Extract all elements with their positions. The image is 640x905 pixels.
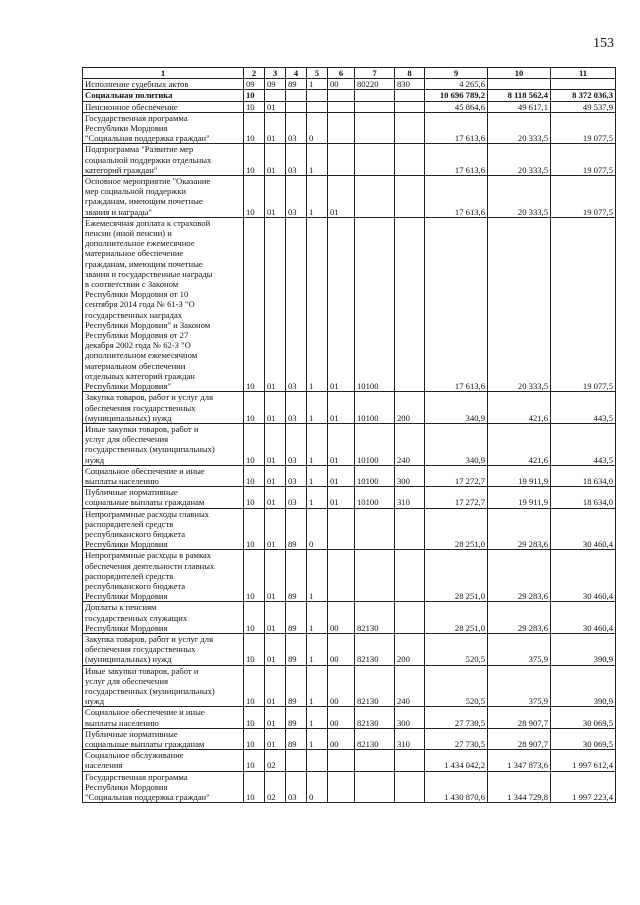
table-row — [83, 602, 616, 634]
row-name: Исполнение судебных актов — [83, 79, 244, 90]
code-expense-type: 830 — [395, 79, 425, 90]
table-row — [83, 771, 616, 803]
code-section: 10 — [244, 392, 265, 424]
code-direction: 10100 — [355, 217, 395, 391]
code-direction: 82130 — [355, 665, 395, 707]
code-program: 03 — [286, 771, 307, 803]
table-row — [83, 423, 616, 465]
code-expense-type: 300 — [395, 707, 425, 728]
row-name: Закупка товаров, работ и услуг для обеспечения государственных (муниципальных) нужд — [83, 392, 244, 424]
amount-col9: 17 272,7 — [425, 465, 488, 486]
amount-col11: 8 372 036,3 — [551, 90, 616, 101]
code-program: 89 — [286, 550, 307, 602]
code-program: 03 — [286, 465, 307, 486]
code-subprogram: 1 — [307, 144, 328, 176]
row-name: Социальное обеспечение и иные выплаты населению — [83, 707, 244, 728]
row-name: Социальная политика — [83, 90, 244, 101]
code-subprogram: 1 — [307, 392, 328, 424]
row-name: Государственная программа Республики Мордовия "Социальная поддержка граждан" — [83, 771, 244, 803]
code-program: 89 — [286, 707, 307, 728]
code-activity — [328, 144, 355, 176]
row-name: Пенсионное обеспечение — [83, 101, 244, 112]
code-direction — [355, 508, 395, 550]
amount-col11: 18 634,0 — [551, 487, 616, 508]
code-program: 89 — [286, 728, 307, 749]
amount-col11: 19 077,5 — [551, 217, 616, 391]
code-subsection: 02 — [265, 750, 286, 771]
table-row — [83, 487, 616, 508]
code-subsection: 01 — [265, 101, 286, 112]
amount-col10: 375,9 — [488, 633, 551, 665]
code-direction: 10100 — [355, 487, 395, 508]
amount-col11: 19 077,5 — [551, 112, 616, 144]
amount-col9: 340,9 — [425, 423, 488, 465]
amount-col10: 20 333,5 — [488, 144, 551, 176]
code-subsection — [265, 90, 286, 101]
row-name: Социальное обслуживание населения — [83, 750, 244, 771]
code-activity: 00 — [328, 633, 355, 665]
code-activity — [328, 550, 355, 602]
amount-col11 — [551, 79, 616, 90]
code-expense-type — [395, 101, 425, 112]
code-direction: 10100 — [355, 392, 395, 424]
table-row — [83, 550, 616, 602]
header-cell: 5 — [307, 68, 328, 79]
code-subprogram: 1 — [307, 487, 328, 508]
code-program — [286, 101, 307, 112]
amount-col11: 19 077,5 — [551, 144, 616, 176]
amount-col11: 30 069,5 — [551, 728, 616, 749]
amount-col9: 28 251,0 — [425, 602, 488, 634]
code-expense-type: 240 — [395, 665, 425, 707]
amount-col10: 28 907,7 — [488, 707, 551, 728]
code-expense-type: 200 — [395, 392, 425, 424]
code-program: 03 — [286, 176, 307, 218]
header-cell: 1 — [83, 68, 244, 79]
code-program: 03 — [286, 144, 307, 176]
code-direction: 80220 — [355, 79, 395, 90]
code-expense-type: 300 — [395, 465, 425, 486]
code-subsection: 01 — [265, 728, 286, 749]
amount-col11: 1 997 223,4 — [551, 771, 616, 803]
code-subsection: 01 — [265, 465, 286, 486]
amount-col11: 390,9 — [551, 665, 616, 707]
header-cell: 9 — [425, 68, 488, 79]
code-activity: 00 — [328, 728, 355, 749]
code-expense-type: 200 — [395, 633, 425, 665]
amount-col9: 1 434 042,2 — [425, 750, 488, 771]
code-program: 89 — [286, 633, 307, 665]
code-subprogram: 1 — [307, 176, 328, 218]
code-activity — [328, 101, 355, 112]
code-section: 10 — [244, 633, 265, 665]
code-section: 10 — [244, 465, 265, 486]
code-subprogram: 1 — [307, 79, 328, 90]
code-expense-type — [395, 550, 425, 602]
code-section: 10 — [244, 771, 265, 803]
row-name: Непрограммные расходы в рамках обеспечения деятельности главных распорядителей средств республиканского бюджета Республики Мордовия — [83, 550, 244, 602]
code-expense-type: 310 — [395, 728, 425, 749]
code-expense-type — [395, 112, 425, 144]
code-subprogram: 0 — [307, 771, 328, 803]
table-row — [83, 465, 616, 486]
code-subsection: 09 — [265, 79, 286, 90]
code-section: 10 — [244, 728, 265, 749]
table-row — [83, 707, 616, 728]
code-program: 03 — [286, 112, 307, 144]
header-cell: 10 — [488, 68, 551, 79]
code-activity — [328, 112, 355, 144]
row-name: Основное мероприятие "Оказание мер социальной поддержки гражданам, имеющим почетные звания и награды" — [83, 176, 244, 218]
amount-col10: 19 911,9 — [488, 465, 551, 486]
code-section: 10 — [244, 750, 265, 771]
code-activity: 00 — [328, 665, 355, 707]
row-name: Непрограммные расходы главных распорядителей средств республиканского бюджета Республики Мордовия — [83, 508, 244, 550]
code-section: 10 — [244, 90, 265, 101]
amount-col9: 28 251,0 — [425, 550, 488, 602]
amount-col9: 45 864,6 — [425, 101, 488, 112]
amount-col9: 17 613,6 — [425, 217, 488, 391]
amount-col9: 17 613,6 — [425, 144, 488, 176]
code-subprogram: 1 — [307, 665, 328, 707]
code-activity: 00 — [328, 79, 355, 90]
code-subprogram: 1 — [307, 465, 328, 486]
code-direction — [355, 750, 395, 771]
row-name: Публичные нормативные социальные выплаты гражданам — [83, 728, 244, 749]
amount-col10: 1 347 873,6 — [488, 750, 551, 771]
amount-col10: 29 283,6 — [488, 508, 551, 550]
code-subsection: 01 — [265, 550, 286, 602]
table-row — [83, 392, 616, 424]
code-subsection: 01 — [265, 217, 286, 391]
amount-col9: 27 730,5 — [425, 728, 488, 749]
table-row — [83, 144, 616, 176]
code-direction — [355, 550, 395, 602]
code-section: 10 — [244, 144, 265, 176]
code-subsection: 01 — [265, 707, 286, 728]
amount-col9: 4 265,6 — [425, 79, 488, 90]
code-subprogram: 1 — [307, 728, 328, 749]
code-direction: 82130 — [355, 707, 395, 728]
amount-col10: 49 617,1 — [488, 101, 551, 112]
code-subsection: 01 — [265, 602, 286, 634]
code-expense-type — [395, 176, 425, 218]
code-direction — [355, 101, 395, 112]
amount-col11: 18 634,0 — [551, 465, 616, 486]
code-subprogram — [307, 750, 328, 771]
amount-col9: 520,5 — [425, 633, 488, 665]
code-subprogram: 0 — [307, 508, 328, 550]
code-section: 10 — [244, 101, 265, 112]
amount-col11: 443,5 — [551, 423, 616, 465]
amount-col9: 17 613,6 — [425, 176, 488, 218]
amount-col10: 421,6 — [488, 392, 551, 424]
amount-col9: 17 272,7 — [425, 487, 488, 508]
header-cell: 8 — [395, 68, 425, 79]
code-expense-type — [395, 217, 425, 391]
code-activity: 01 — [328, 487, 355, 508]
table-row — [83, 101, 616, 112]
code-subprogram: 1 — [307, 423, 328, 465]
code-section: 10 — [244, 487, 265, 508]
amount-col11: 30 460,4 — [551, 602, 616, 634]
table-row — [83, 750, 616, 771]
amount-col10: 19 911,9 — [488, 487, 551, 508]
header-cell: 3 — [265, 68, 286, 79]
amount-col11: 19 077,5 — [551, 176, 616, 218]
code-direction — [355, 90, 395, 101]
amount-col11: 30 069,5 — [551, 707, 616, 728]
code-subsection: 01 — [265, 176, 286, 218]
amount-col10: 20 333,5 — [488, 112, 551, 144]
table-row — [83, 508, 616, 550]
code-direction: 82130 — [355, 728, 395, 749]
table-row — [83, 665, 616, 707]
code-program: 03 — [286, 487, 307, 508]
code-section: 10 — [244, 217, 265, 391]
code-subprogram: 1 — [307, 217, 328, 391]
code-program: 03 — [286, 217, 307, 391]
table-row — [83, 633, 616, 665]
code-direction — [355, 144, 395, 176]
row-name: Доплаты к пенсиям государственных служащих Республики Мордовия — [83, 602, 244, 634]
code-expense-type — [395, 508, 425, 550]
header-cell: 6 — [328, 68, 355, 79]
table-row — [83, 176, 616, 218]
page-number: 153 — [593, 36, 614, 51]
code-expense-type — [395, 90, 425, 101]
code-subprogram: 1 — [307, 633, 328, 665]
table-row — [83, 90, 616, 101]
code-subsection: 01 — [265, 144, 286, 176]
code-expense-type — [395, 602, 425, 634]
code-direction: 82130 — [355, 602, 395, 634]
table-row — [83, 217, 616, 391]
code-section: 10 — [244, 112, 265, 144]
code-subsection: 01 — [265, 633, 286, 665]
code-subprogram: 0 — [307, 112, 328, 144]
row-name: Публичные нормативные социальные выплаты гражданам — [83, 487, 244, 508]
code-direction: 82130 — [355, 633, 395, 665]
code-subsection: 01 — [265, 487, 286, 508]
code-program — [286, 90, 307, 101]
amount-col9: 520,5 — [425, 665, 488, 707]
row-name: Закупка товаров, работ и услуг для обеспечения государственных (муниципальных) нужд — [83, 633, 244, 665]
code-activity: 01 — [328, 392, 355, 424]
code-activity — [328, 750, 355, 771]
code-subprogram: 1 — [307, 550, 328, 602]
table-row — [83, 112, 616, 144]
amount-col9: 10 696 789,2 — [425, 90, 488, 101]
code-section: 10 — [244, 602, 265, 634]
code-section: 10 — [244, 508, 265, 550]
table-row — [83, 728, 616, 749]
amount-col9: 1 430 870,6 — [425, 771, 488, 803]
code-program — [286, 750, 307, 771]
header-cell: 11 — [551, 68, 616, 79]
code-activity: 01 — [328, 176, 355, 218]
code-subsection: 01 — [265, 508, 286, 550]
code-subprogram — [307, 101, 328, 112]
amount-col9: 17 613,6 — [425, 112, 488, 144]
row-name: Иные закупки товаров, работ и услуг для обеспечения государственных (муниципальных) нужд — [83, 665, 244, 707]
amount-col10: 8 118 562,4 — [488, 90, 551, 101]
code-program: 89 — [286, 665, 307, 707]
amount-col11: 30 460,4 — [551, 550, 616, 602]
amount-col10: 29 283,6 — [488, 550, 551, 602]
code-section: 10 — [244, 176, 265, 218]
code-activity: 01 — [328, 465, 355, 486]
code-expense-type: 240 — [395, 423, 425, 465]
code-direction: 10100 — [355, 423, 395, 465]
code-section: 10 — [244, 707, 265, 728]
code-subprogram — [307, 90, 328, 101]
code-activity: 01 — [328, 423, 355, 465]
amount-col10: 1 344 729,8 — [488, 771, 551, 803]
code-section: 10 — [244, 423, 265, 465]
amount-col11: 390,9 — [551, 633, 616, 665]
code-expense-type: 310 — [395, 487, 425, 508]
table-row — [83, 79, 616, 90]
amount-col11: 443,5 — [551, 392, 616, 424]
header-cell: 2 — [244, 68, 265, 79]
amount-col11: 1 997 612,4 — [551, 750, 616, 771]
header-cell: 4 — [286, 68, 307, 79]
code-subsection: 01 — [265, 423, 286, 465]
amount-col9: 28 251,0 — [425, 508, 488, 550]
code-activity — [328, 90, 355, 101]
code-expense-type — [395, 750, 425, 771]
row-name: Социальное обеспечение и иные выплаты населению — [83, 465, 244, 486]
code-subsection: 01 — [265, 665, 286, 707]
code-activity: 01 — [328, 217, 355, 391]
code-section: 10 — [244, 665, 265, 707]
code-direction: 10100 — [355, 465, 395, 486]
code-subsection: 01 — [265, 392, 286, 424]
row-name: Государственная программа Республики Мордовия "Социальная поддержка граждан" — [83, 112, 244, 144]
code-activity: 00 — [328, 707, 355, 728]
code-expense-type — [395, 771, 425, 803]
amount-col10: 375,9 — [488, 665, 551, 707]
code-activity: 00 — [328, 602, 355, 634]
code-subprogram: 1 — [307, 602, 328, 634]
code-direction — [355, 112, 395, 144]
amount-col10: 20 333,5 — [488, 217, 551, 391]
code-program: 03 — [286, 423, 307, 465]
code-direction — [355, 176, 395, 218]
amount-col10: 20 333,5 — [488, 176, 551, 218]
table-header-row — [83, 68, 616, 79]
amount-col10 — [488, 79, 551, 90]
amount-col10: 28 907,7 — [488, 728, 551, 749]
header-cell: 7 — [355, 68, 395, 79]
row-name: Ежемесячная доплата к страховой пенсии (иной пенсии) и дополнительное ежемесячное материальное обеспечение гражданам, имеющим почетные звания и государственные награды в соответствии с Законом Республики Мордовия от 10 сентября 2014 года № 61-З "О государственных наградах Республики Мордовия" и Законом Республики Мордовия от 27 декабря 2002 года № 62-З "О дополнительном ежемесячном материальном обеспечении отдельных категорий граждан Республики Мордовия" — [83, 217, 244, 391]
code-direction — [355, 771, 395, 803]
amount-col11: 30 460,4 — [551, 508, 616, 550]
code-program: 89 — [286, 508, 307, 550]
code-activity — [328, 771, 355, 803]
amount-col9: 340,9 — [425, 392, 488, 424]
code-section: 09 — [244, 79, 265, 90]
code-program: 89 — [286, 79, 307, 90]
code-program: 89 — [286, 602, 307, 634]
code-program: 03 — [286, 392, 307, 424]
code-subsection: 01 — [265, 112, 286, 144]
amount-col10: 421,6 — [488, 423, 551, 465]
code-subprogram: 1 — [307, 707, 328, 728]
code-expense-type — [395, 144, 425, 176]
code-activity — [328, 508, 355, 550]
amount-col9: 27 730,5 — [425, 707, 488, 728]
row-name: Подпрограмма "Развитие мер социальной поддержки отдельных категорий граждан" — [83, 144, 244, 176]
budget-table — [82, 67, 616, 803]
amount-col11: 49 537,9 — [551, 101, 616, 112]
code-subsection: 02 — [265, 771, 286, 803]
row-name: Иные закупки товаров, работ и услуг для обеспечения государственных (муниципальных) нужд — [83, 423, 244, 465]
amount-col10: 29 283,6 — [488, 602, 551, 634]
code-section: 10 — [244, 550, 265, 602]
